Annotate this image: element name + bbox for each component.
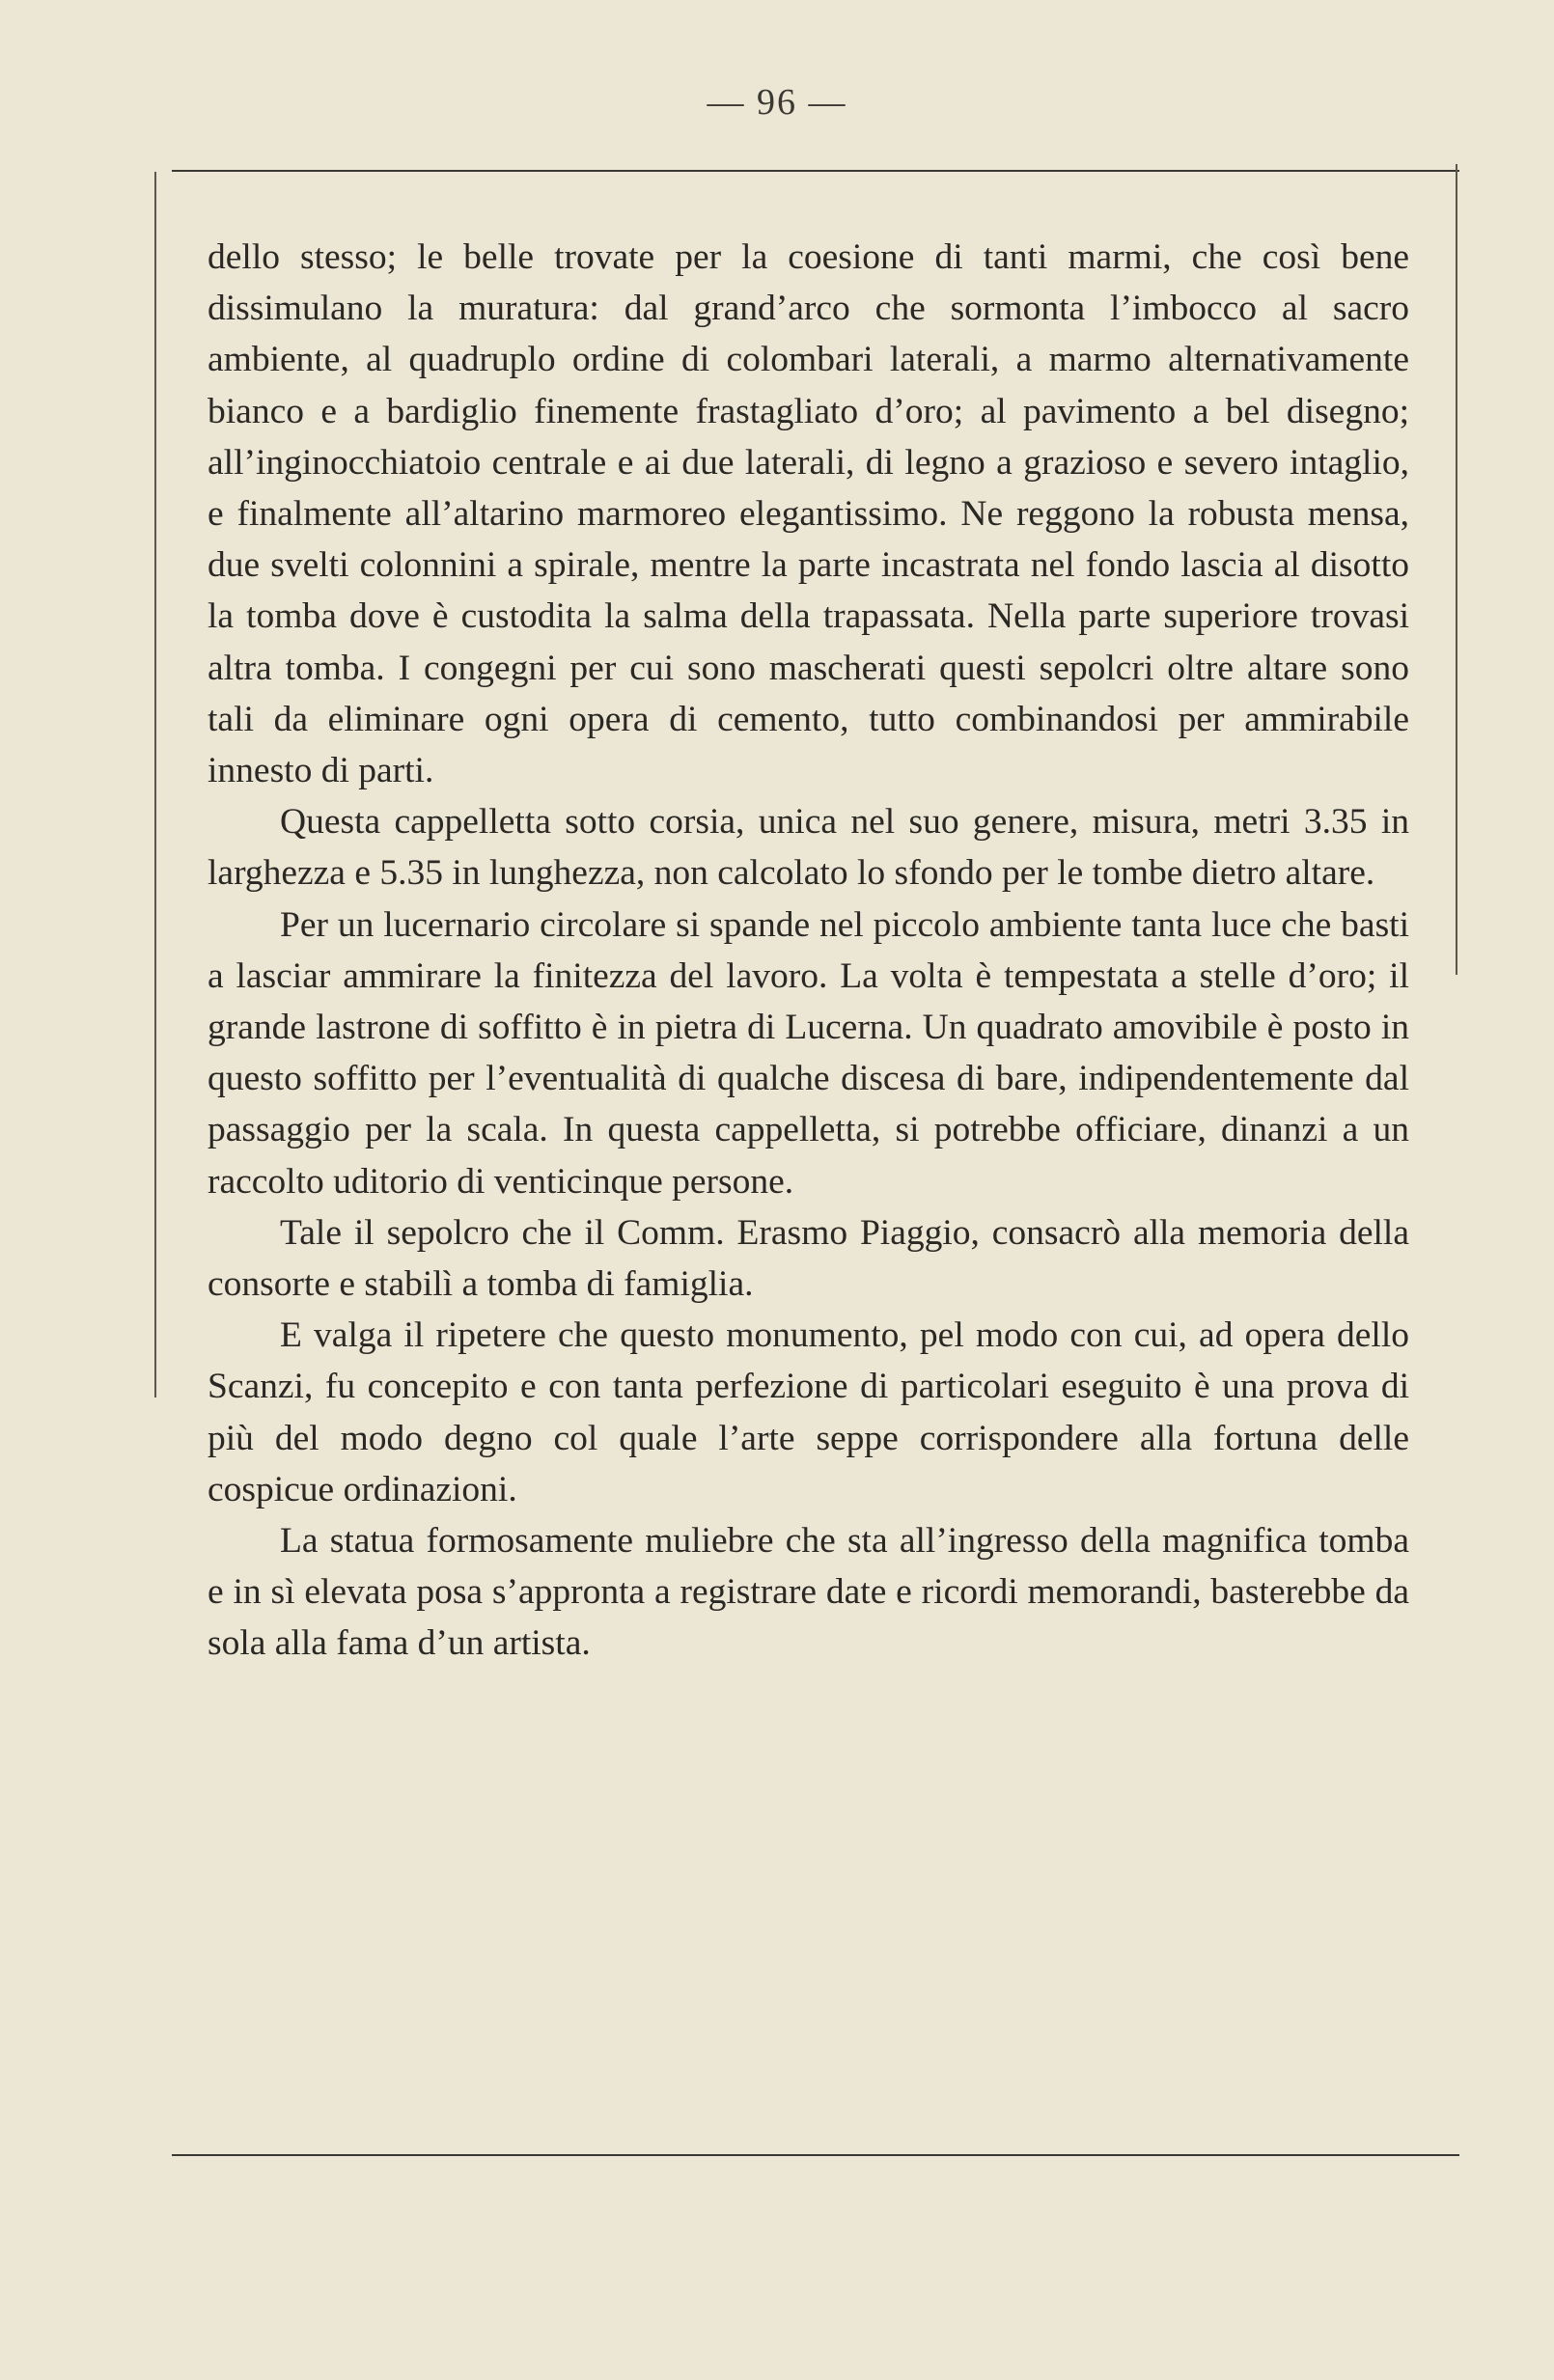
top-rule [172,170,1459,172]
paragraph-3: Per un lucernario circolare si spande nel piccolo ambiente tanta luce che basti a lasciar ammirare la finitezza del lavoro. La volta è tempestata a stelle d’oro; il grande lastrone di soffitto è in pietra di Lucerna. Un quadrato amovibile è posto in questo soffitto per l’eventualità di qualche discesa di bare, indipendentemente dal passaggio per la scala. In questa cappelletta, si potrebbe officiare, dinanzi a un raccolto uditorio di venticinque persone. [208,904,1409,1202]
paragraph-2: Questa cappelletta sotto corsia, unica nel suo genere, misura, metri 3.35 in larghezza e 5.35 in lunghezza, non calcolato lo sfondo per le tombe dietro altare. [208,802,1409,894]
left-rule [154,172,156,1398]
body-text [208,232,1409,1670]
bottom-rule [172,2154,1459,2156]
paragraph-5: E valga il ripetere che questo monumento, pel modo con cui, ad opera dello Scanzi, fu concepito e con tanta perfezione di particolari eseguito è una prova di più del modo degno col quale l’arte seppe corrispondere alla fortuna delle cospicue ordinazioni. [208,1315,1409,1509]
paragraph-1: dello stesso; le belle trovate per la coesione di tanti marmi, che così bene dissimulano la muratura: dal grand’arco che sormonta l’imbocco al sacro ambiente, al quadruplo ordine di colombari laterali, a marmo alternativamente bianco e a bardiglio finemente frastagliato d’oro; al pavimento a bel disegno; all’inginocchiatoio centrale e ai due laterali, di legno a grazioso e severo intaglio, e finalmente all’altarino marmoreo elegantissimo. Ne reggono la robusta mensa, due svelti colonnini a spirale, mentre la parte incastrata nel fondo lascia al disotto la tomba dove è custodita la salma della trapassata. Nella parte superiore trovasi altra tomba. I congegni per cui sono mascherati questi sepolcri oltre altare sono tali da eliminare ogni opera di cemento, tutto combinandosi per ammirabile innesto di parti. [208,237,1409,791]
page-number: — 96 — [707,82,847,123]
paragraph-6: La statua formosamente muliebre che sta all’ingresso della magnifica tomba e in sì elevata posa s’appronta a registrare date e ricordi memorandi, basterebbe da sola alla fama d’un artista. [208,1521,1409,1664]
paragraph-4: Tale il sepolcro che il Comm. Erasmo Piaggio, consacrò alla memoria della consorte e stabilì a tomba di famiglia. [208,1212,1409,1305]
right-rule [1456,164,1457,975]
